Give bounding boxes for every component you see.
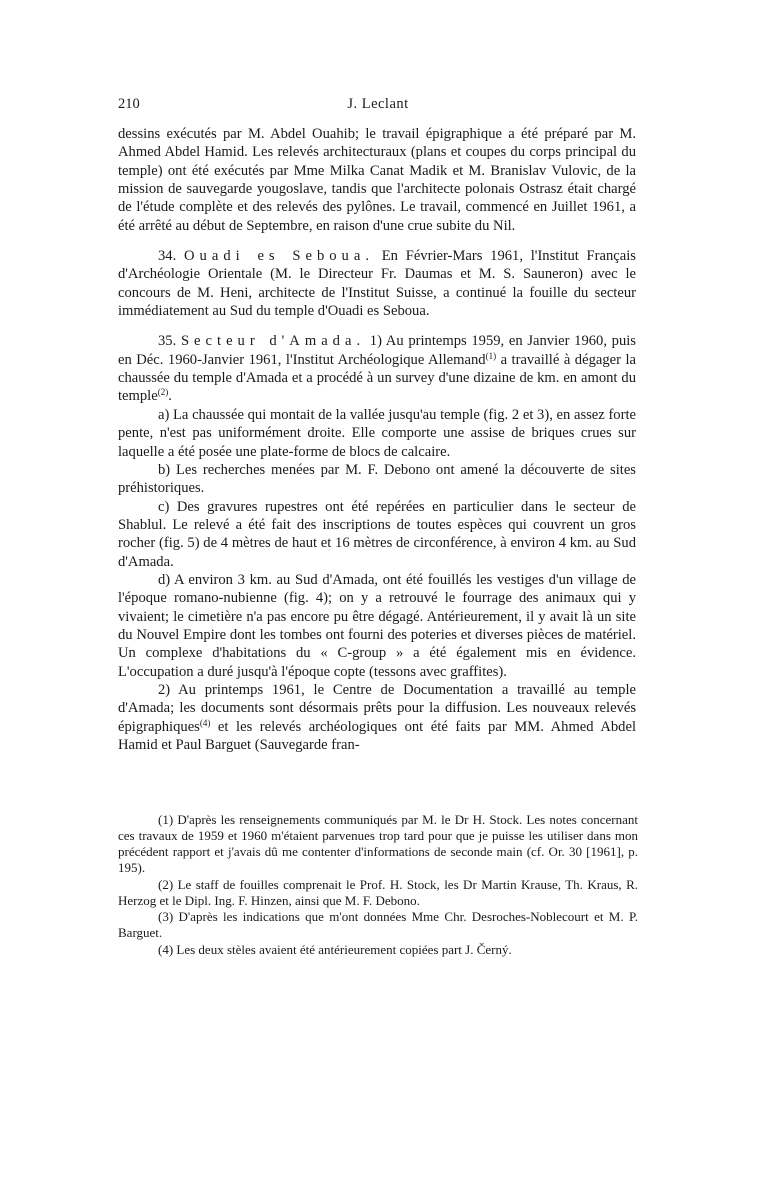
footnote-ref-4: (4): [199, 717, 211, 728]
footnote-3: (3) D'après les indications que m'ont données Mme Chr. Desroches-Noblecourt et M. P. Barguet.: [118, 909, 638, 941]
footnote-2: (2) Le staff de fouilles comprenait le Prof. H. Stock, les Dr Martin Krause, Th. Kraus, R. Herzog et le Dipl. Ing. F. Hinzen, ainsi que M. F. Debono.: [118, 876, 638, 908]
section-35-title: Secteur d'Amada.: [180, 333, 366, 350]
paragraph-2-text-b: et les relevés archéologiques ont été faits par MM. Ahmed Abdel Hamid et Paul Barguet (Sauvegarde fran-: [118, 718, 636, 753]
paragraph-b: b) Les recherches menées par M. F. Debono ont amené la découverte de sites préhistoriques.: [118, 461, 636, 497]
section-35-text-b: a travaillé à dégager la chaussée du temple d'Amada et a procédé à un survey d'une dizaine de km. en amont du temple: [118, 351, 636, 405]
footnotes: [118, 812, 638, 959]
footnote-ref-2: (2): [157, 387, 169, 398]
body-text: [118, 125, 636, 754]
footnote-ref-1: (1): [485, 350, 497, 361]
footnote-1: (1) D'après les renseignements communiqués par M. le Dr H. Stock. Les notes concernant ces travaux de 1959 et 1960 m'étaient parvenues trop tard pour que je puisse les utiliser dans mon précédent rapport et j'avais dû me contenter d'informations de seconde main (cf. Or. 30 [1961], p. 195).: [118, 812, 638, 875]
paragraph-continued: dessins exécutés par M. Abdel Ouahib; le travail épigraphique a été préparé par M. Ahmed Abdel Hamid. Les relevés architecturaux (plans et coupes du corps principal du temple) ont été exécutés par Mme Milka Canat Madik et M. Branislav Vulovic, de la mission de sauvegarde yougoslave, tandis que l'architecte polonais Ostrasz était chargé de l'étude complète et des relevés des pylônes. Le travail, commencé en Juillet 1961, a été arrêté au début de Septembre, en raison d'une crue subite du Nil.: [118, 126, 636, 234]
section-35-text-c: .: [168, 388, 172, 405]
paragraph-c: c) Des gravures rupestres ont été repérées en particulier dans le secteur de Shablul. Le relevé a été fait des inscriptions de toutes espèces qui couvrent un gros rocher (fig. 5) de 4 mètres de haut et 16 mètres de circonférence, à environ 4 km. au Sud d'Amada.: [118, 498, 636, 570]
section-34-text: En Février-Mars 1961, l'Institut Français d'Archéologie Orientale (M. le Directeur Fr. Daumas et M. S. Sauneron) avec le concours de M. Heni, architecte de l'Institut Suisse, a continué la fouille du secteur immédiatement au Sud du temple d'Ouadi es Seboua.: [118, 248, 636, 320]
paragraph-d: d) A environ 3 km. au Sud d'Amada, ont été fouillés les vestiges d'un village de l'époque romano-nubienne (fig. 4); on y a retrouvé le fourrage des animaux qui y vivaient; le cimetière n'a pas encore pu être dégagé. Antérieurement, il y avait là un site du Nouvel Empire dont les tombes ont fourni des poteries et diverses pièces de matériel. Un complexe d'habitations du « C-group » a été également mis en évidence. L'occupation a duré jusqu'à l'époque copte (tessons avec graffites).: [118, 571, 636, 680]
section-35: [118, 332, 636, 405]
running-head: [118, 96, 638, 116]
paragraph-2: [118, 681, 636, 754]
paragraph-2-text-a: 2) Au printemps 1961, le Centre de Documentation a travaillé au temple d'Amada; les documents sont désormais prêts pour la diffusion. Les nouveaux relevés épigraphiques: [118, 681, 636, 735]
section-34: [118, 247, 636, 320]
section-34-title: Ouadi es Seboua.: [184, 248, 374, 265]
footnote-4: (4) Les deux stèles avaient été antérieurement copiées part J. Černý.: [158, 942, 512, 958]
paragraph-a: a) La chaussée qui montait de la vallée jusqu'au temple (fig. 2 et 3), en assez forte pente, n'est pas uniformément droite. Elle comporte une assise de briques crues sur laquelle a été posée une plate-forme de blocs de calcaire.: [118, 406, 636, 460]
page-number: 210: [118, 96, 140, 112]
section-35-text-a: 1) Au printemps 1959, en Janvier 1960, puis en Déc. 1960-Janvier 1961, l'Institut Archéologique Allemand: [118, 333, 636, 368]
section-35-number: 35.: [158, 333, 177, 350]
running-title: J. Leclant: [347, 96, 409, 112]
section-34-number: 34.: [158, 248, 177, 265]
